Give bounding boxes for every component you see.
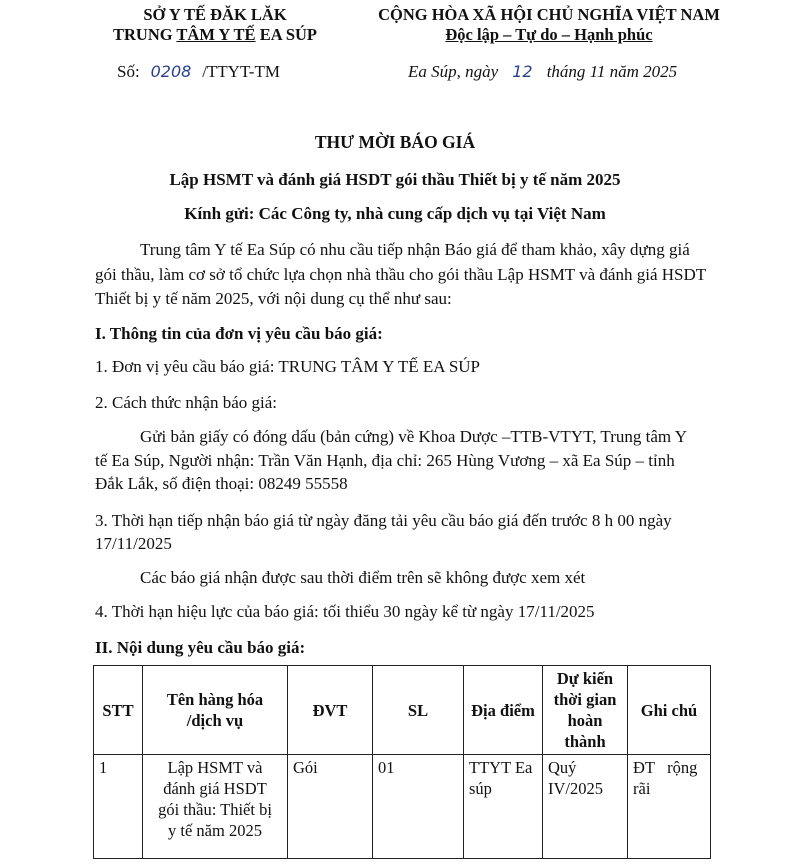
col-quantity: SL (373, 666, 464, 755)
cell-unit: Gói (288, 755, 373, 859)
issue-date: Ea Súp, ngày 12 tháng 11 năm 2025 (408, 62, 678, 81)
item-2-detail-line-2: tế Ea Súp, Người nhận: Trần Văn Hạnh, địa chỉ: 265 Hùng Vương – xã Ea Súp – tỉnh (95, 451, 675, 470)
col-stt: STT (94, 666, 143, 755)
cell-quantity: 01 (373, 755, 464, 859)
section-1-item-1: 1. Đơn vị yêu cầu báo giá: TRUNG TÂM Y TẾ EA SÚP (95, 357, 481, 376)
quotation-table (93, 665, 711, 859)
national-motto (358, 5, 740, 45)
table-row (94, 755, 711, 859)
col-location: Địa điểm (464, 666, 543, 755)
motto: Độc lập – Tự do – Hạnh phúc (445, 25, 653, 44)
cell-stt: 1 (94, 755, 143, 859)
recipient-line: Kính gửi: Các Công ty, nhà cung cấp dịch vụ tại Việt Nam (184, 204, 606, 223)
parent-agency: SỞ Y TẾ ĐĂK LĂK (143, 5, 287, 24)
section-1-item-2: 2. Cách thức nhận báo giá: (95, 393, 277, 412)
intro-line-2: gói thầu, làm cơ sở tổ chức lựa chọn nhà thầu cho gói thầu Lập HSMT và đánh giá HSDT (95, 265, 707, 284)
intro-line-1: Trung tâm Y tế Ea Súp có nhu cầu tiếp nhận Báo giá để tham khảo, xây dựng giá (140, 240, 690, 259)
section-1-heading: I. Thông tin của đơn vị yêu cầu báo giá: (95, 324, 383, 343)
issuing-agency: TRUNG TÂM Y TẾ EA SÚP (112, 25, 317, 44)
item-2-detail-line-3: Đắk Lắk, số điện thoại: 08249 55558 (95, 474, 348, 493)
col-note: Ghi chú (628, 666, 711, 755)
section-1-item-3-line-2: 17/11/2025 (95, 534, 172, 553)
item-2-detail-line-1: Gửi bản giấy có đóng dấu (bản cứng) về Khoa Dược –TTB-VTYT, Trung tâm Y (140, 427, 687, 446)
table-header-row (94, 666, 711, 755)
item-3-note: Các báo giá nhận được sau thời điểm trên sẽ không được xem xét (140, 568, 586, 587)
col-expected-time: Dự kiến thời gian hoàn thành (543, 666, 628, 755)
document-subtitle: Lập HSMT và đánh giá HSDT gói thầu Thiết bị y tế năm 2025 (169, 170, 621, 189)
section-1-item-3-line-1: 3. Thời hạn tiếp nhận báo giá từ ngày đăng tải yêu cầu báo giá đến trước 8 h 00 ngày (95, 511, 672, 530)
section-1-item-4: 4. Thời hạn hiệu lực của báo giá: tối thiểu 30 ngày kể từ ngày 17/11/2025 (95, 602, 595, 621)
cell-location: TTYT Ea súp (464, 755, 543, 859)
handwritten-number: 0208 (150, 62, 192, 81)
col-item-name: Tên hàng hóa /dịch vụ (143, 666, 288, 755)
intro-line-3: Thiết bị y tế năm 2025, với nội dung cụ thể như sau: (95, 289, 452, 308)
section-2-heading: II. Nội dung yêu cầu báo giá: (95, 638, 306, 657)
cell-note: ĐT rộng rãi (628, 755, 711, 859)
cell-expected-time: Quý IV/2025 (543, 755, 628, 859)
col-unit: ĐVT (288, 666, 373, 755)
country-name: CỘNG HÒA XÃ HỘI CHỦ NGHĨA VIỆT NAM (378, 5, 720, 24)
handwritten-day: 12 (512, 62, 533, 81)
cell-item-name: Lập HSMT và đánh giá HSDT gói thầu: Thiết bị y tế năm 2025 (143, 755, 288, 859)
document-number: Số: 0208 /TTYT-TM (117, 62, 280, 81)
document-title: THƯ MỜI BÁO GIÁ (314, 132, 476, 152)
agency-name (100, 5, 330, 45)
